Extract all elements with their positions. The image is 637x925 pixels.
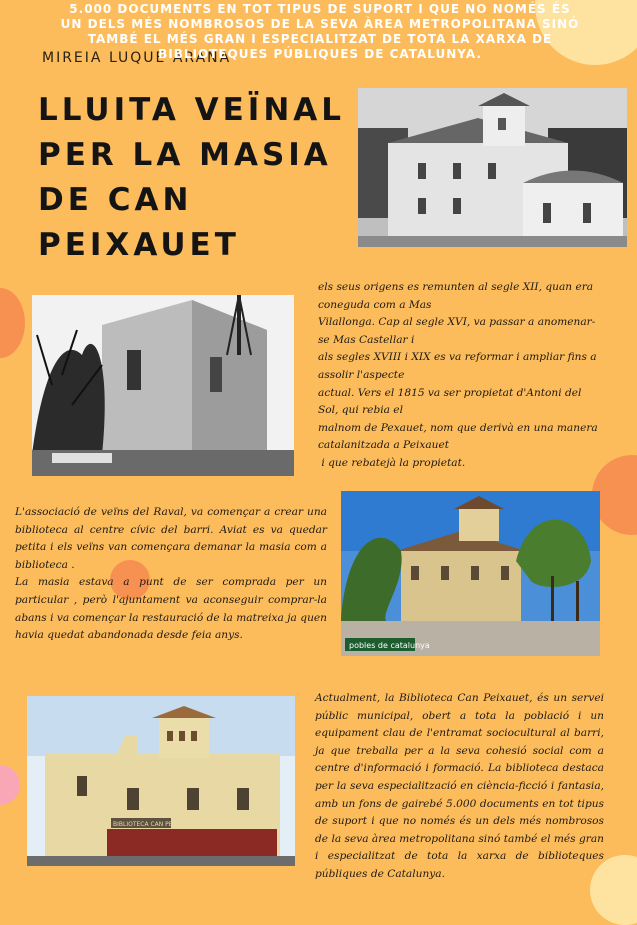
library-sign: BIBLIOTECA CAN PEIXAUET	[113, 821, 195, 828]
decor-circle-left	[0, 288, 25, 358]
current-text: Actualment, la Biblioteca Can Peixauet, és un servei públic municipal, obert a tota la població i un equipament clau de l'entramat sociocultural al barri, ja que treballa per a la seva cohesió social com a centre d'informació i formació. La biblioteca destaca per la seva especialització en ciència-ficció i fantasia, amb un fons de gairebé 5.000 documents en tot tipus de suport i que no només és un dels més nombrosos de la seva àrea metropolitana sinó també el més gran i especialitzat de tota la xarxa de biblioteques públiques de Catalunya.	[315, 692, 604, 880]
origins-line: actual. Vers el 1815 va ser propietat d'Antoni del	[318, 386, 582, 399]
origins-line: els seus origens es remunten al segle XII, quan era	[318, 281, 594, 293]
origins-line: i que rebatejà la propietat.	[318, 456, 466, 469]
origins-line: malnom de Pexauet, nom que derivà en una manera	[318, 421, 598, 434]
origins-line: Vilallonga. Cap al segle XVI, va passar a anomenar-	[318, 316, 596, 329]
photo-watermark: pobles de catalunya	[349, 641, 430, 650]
origins-line: se Mas Castellar i	[318, 333, 415, 346]
photo-masia-restored	[341, 491, 600, 656]
photo-masia-ruin	[32, 295, 294, 476]
origins-line: catalanitzada a Peixauet	[318, 439, 449, 452]
origins-line: als segles XVIII i XIX es va reformar i ampliar fins a	[318, 351, 597, 364]
origins-line: assolir l'aspecte	[318, 368, 405, 381]
purchase-text: La masia estava a punt de ser comprada per un particular , però l'ajuntament va aconseguir comprar-la abans i va començar la restauració de la matreixa ja quen havia quedat abandonada desde feia anys.	[15, 576, 327, 642]
author-name: MIREIA LUQUE ARANA	[42, 50, 232, 66]
photo-library-building	[27, 696, 295, 866]
paragraph-current	[315, 690, 604, 884]
paragraph-origins	[318, 279, 600, 473]
origins-line: coneguda com a Mas	[318, 298, 432, 311]
decor-circle-lower-left	[0, 765, 20, 805]
page-title: LLUITA VEÏNAL PER LA MASIA DE CAN PEIXAUET	[38, 92, 346, 263]
association-text: L'associació de veïns del Raval, va començar a crear una biblioteca al centre cívic del barri. Aviat es va quedar petita i els veïns van començara demanar la masia com a biblioteca .	[15, 506, 327, 571]
photo-masia-historic	[358, 88, 627, 247]
top-banner-text: 5.000 DOCUMENTS EN TOT TIPUS DE SUPORT I QUE NO NOMÉS ÉS UN DELS MÉS NOMBROSOS DE LA SEVA ÀREA METROPOLITANA SINÓ TAMBÉ EL MÉS GRAN I ESPECIALITZAT DE TOTA LA XARXA DE BIBLIOTEQUES PÚBLIQUES DE CATALUNYA.	[60, 2, 580, 61]
paragraph-association	[15, 504, 327, 645]
origins-line: Sol, qui rebia el	[318, 404, 403, 417]
